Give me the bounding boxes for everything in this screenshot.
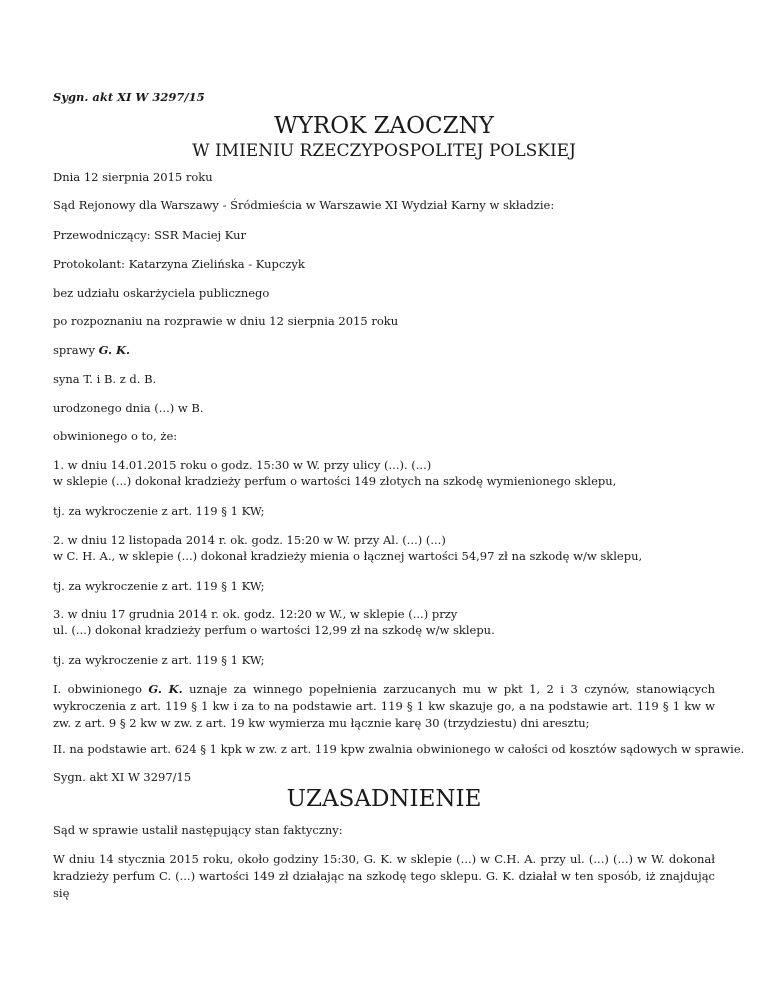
hearing-line: po rozpoznaniu na rozprawie w dniu 12 sierpnia 2015 roku bbox=[53, 314, 399, 328]
charge-1-line-b: w sklepie (...) dokonał kradzieży perfum o wartości 149 złotych na szkodę wymienionego sklepu, bbox=[53, 474, 617, 488]
charge-2-line-a: 2. w dniu 12 listopada 2014 r. ok. godz. 15:20 w W. przy Al. (...) (...) bbox=[53, 533, 446, 547]
charge-2-law: tj. za wykroczenie z art. 119 § 1 KW; bbox=[53, 579, 265, 593]
charge-1-line-a: 1. w dniu 14.01.2015 roku o godz. 15:30 w W. przy ulicy (...). (...) bbox=[53, 458, 432, 472]
case-signature-top: Sygn. akt XI W 3297/15 bbox=[53, 90, 205, 104]
verdict-1-prefix: I. obwinionego bbox=[53, 682, 149, 696]
charge-1-law: tj. za wykroczenie z art. 119 § 1 KW; bbox=[53, 504, 265, 518]
parent-line: syna T. i B. z d. B. bbox=[53, 372, 157, 386]
prosecutor-line: bez udziału oskarżyciela publicznego bbox=[53, 286, 270, 300]
case-line bbox=[53, 342, 715, 359]
verdict-point-2: II. na podstawie art. 624 § 1 kpk w zw. z art. 119 kpw zwalnia obwinionego w całości od kosztów sądowych w sprawie. bbox=[53, 742, 745, 756]
case-prefix: sprawy bbox=[53, 343, 99, 357]
charge-3-law: tj. za wykroczenie z art. 119 § 1 KW; bbox=[53, 653, 265, 667]
justification-title: UZASADNIENIE bbox=[286, 786, 482, 812]
document-title: WYROK ZAOCZNY bbox=[274, 113, 494, 139]
case-signature-mid: Sygn. akt XI W 3297/15 bbox=[53, 770, 192, 784]
defendant-name: G. K. bbox=[98, 343, 131, 357]
document-subtitle: W IMIENIU RZECZYPOSPOLITEJ POLSKIEJ bbox=[192, 141, 576, 161]
facts-paragraph: W dniu 14 stycznia 2015 roku, około godziny 15:30, G. K. w sklepie (...) w C.H. A. przy ul. (...) (...) w W. dokonał kradzieży perfum C. (...) wartości 149 zł działając na szkodę tego sklepu. G. K. działał w ten sposób, iż znajdując się bbox=[53, 852, 715, 900]
date-line: Dnia 12 sierpnia 2015 roku bbox=[53, 170, 213, 184]
verdict-1-text: uznaje za winnego popełnienia zarzucanych mu w pkt 1, 2 i 3 czynów, stanowiących wykroczenia z art. 119 § 1 kw i za to na podstawie art. 119 § 1 kw skazuje go, a na podstawie art. 119 § 1 kw w zw. z art. 9 § 2 kw w zw. z art. 19 kw wymierza mu łącznie karę 30 (trzydziestu) dni aresztu; bbox=[53, 682, 715, 730]
verdict-point-1 bbox=[53, 681, 715, 732]
charge-2-line-b: w C. H. A., w sklepie (...) dokonał kradzieży mienia o łącznej wartości 54,97 zł na szkodę w/w sklepu, bbox=[53, 549, 643, 563]
clerk-line: Protokolant: Katarzyna Zielińska - Kupczyk bbox=[53, 257, 305, 271]
birth-line: urodzonego dnia (...) w B. bbox=[53, 401, 204, 415]
facts-intro: Sąd w sprawie ustalił następujący stan faktyczny: bbox=[53, 823, 343, 837]
charge-3-line-a: 3. w dniu 17 grudnia 2014 r. ok. godz. 12:20 w W., w sklepie (...) przy bbox=[53, 607, 458, 621]
judge-line: Przewodniczący: SSR Maciej Kur bbox=[53, 228, 247, 242]
verdict-1-defendant: G. K. bbox=[148, 682, 183, 696]
charge-3-line-b: ul. (...) dokonał kradzieży perfum o wartości 12,99 zł na szkodę w/w sklepu. bbox=[53, 623, 495, 637]
charged-line: obwinionego o to, że: bbox=[53, 429, 178, 443]
court-line: Sąd Rejonowy dla Warszawy - Śródmieścia w Warszawie XI Wydział Karny w składzie: bbox=[53, 198, 555, 212]
